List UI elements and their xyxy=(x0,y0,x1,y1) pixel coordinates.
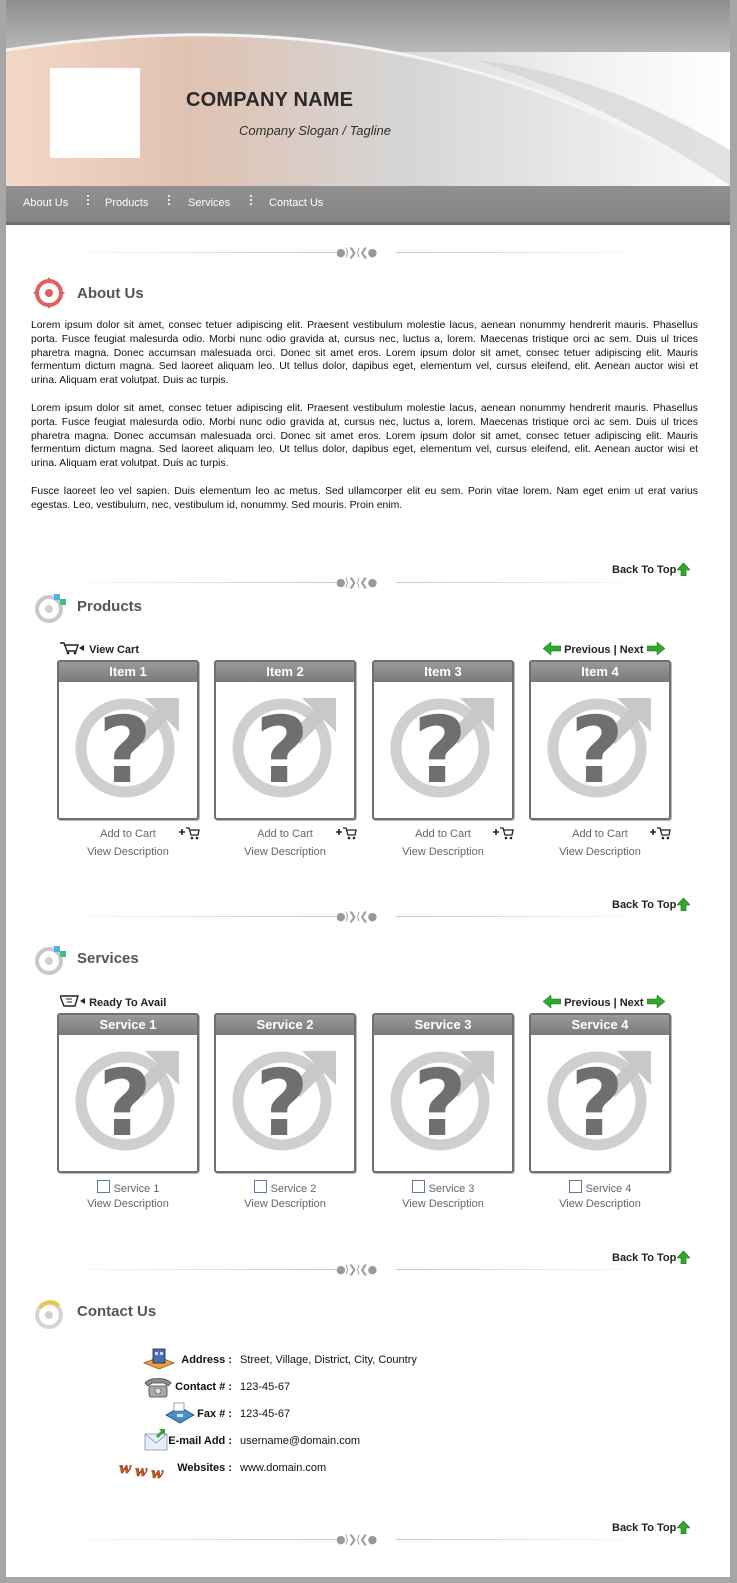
service-card-title: Service 3 xyxy=(374,1015,512,1035)
nav-contact-us[interactable]: Contact Us xyxy=(269,197,324,209)
back-to-top-link[interactable]: Back To Top xyxy=(612,1521,690,1534)
page xyxy=(6,0,730,1577)
pager-separator: | xyxy=(613,997,617,1009)
up-arrow-icon xyxy=(677,563,690,576)
service-card-title: Service 2 xyxy=(216,1015,354,1035)
placeholder-question-icon xyxy=(73,690,183,800)
pager-separator: | xyxy=(613,644,617,656)
product-card-title: Item 2 xyxy=(216,662,354,682)
nav-services[interactable]: Services xyxy=(188,197,231,209)
svg-text:w: w xyxy=(151,1466,164,1480)
placeholder-question-icon xyxy=(388,690,498,800)
about-target-icon xyxy=(32,276,66,310)
left-arrow-icon xyxy=(543,995,561,1008)
add-to-cart-icon[interactable] xyxy=(178,826,200,840)
back-to-top-link[interactable]: Back To Top xyxy=(612,898,690,911)
add-to-cart-link[interactable]: Add to Cart xyxy=(257,828,313,840)
ornament-divider: ●⟩❯⟨❮● xyxy=(56,248,656,258)
ready-to-avail-button[interactable]: Ready To Avail xyxy=(60,995,166,1009)
placeholder-question-icon xyxy=(545,690,655,800)
up-arrow-icon xyxy=(677,898,690,911)
contact-label: Contact # : xyxy=(175,1381,232,1393)
placeholder-question-icon xyxy=(73,1043,183,1153)
product-card[interactable] xyxy=(214,660,356,820)
view-description-link[interactable]: View Description xyxy=(244,846,326,858)
service-card[interactable] xyxy=(57,1013,199,1173)
view-description-link[interactable]: View Description xyxy=(559,1198,641,1210)
service-checkbox[interactable] xyxy=(412,1180,425,1193)
contact-label: Fax # : xyxy=(197,1408,232,1420)
nav-separator xyxy=(250,195,252,209)
contact-email-link[interactable]: username@domain.com xyxy=(240,1435,360,1447)
services-circle-icon xyxy=(34,942,68,976)
service-checkbox[interactable] xyxy=(97,1180,110,1193)
back-to-top-link[interactable]: Back To Top xyxy=(612,563,690,576)
products-title: Products xyxy=(77,598,143,615)
add-to-cart-icon[interactable] xyxy=(492,826,514,840)
previous-button[interactable]: Previous xyxy=(564,644,611,656)
service-card-title: Service 1 xyxy=(59,1015,197,1035)
service-checkbox[interactable] xyxy=(254,1180,267,1193)
product-card[interactable] xyxy=(372,660,514,820)
right-arrow-icon xyxy=(647,995,665,1008)
contact-title: Contact Us xyxy=(77,1303,157,1320)
view-description-link[interactable]: View Description xyxy=(87,846,169,858)
right-arrow-icon xyxy=(647,642,665,655)
product-card[interactable] xyxy=(57,660,199,820)
service-checkbox[interactable] xyxy=(569,1180,582,1193)
add-to-cart-link[interactable]: Add to Cart xyxy=(100,828,156,840)
service-card[interactable] xyxy=(372,1013,514,1173)
ornament-divider: ●⟩❯⟨❮● xyxy=(56,1265,656,1275)
contact-label: Address : xyxy=(181,1354,232,1366)
services-pager xyxy=(543,995,665,1009)
cart-icon xyxy=(60,642,86,655)
service-card[interactable] xyxy=(214,1013,356,1173)
about-paragraph: Lorem ipsum dolor sit amet, consec tetuer adipiscing elit. Praesent vestibulum molestie lacus, aenean nonummy hendrerit mauris. Phasellus porta. Fusce feugiat malesurda odio. Morbi nunc odio gravida at, cursus nec, luctus a, lorem. Maecenas tristique orci ac sem. Duis ul trices pharetra magna. Donec accumsan malesuada orci. Donec sit amet eros. Lorem ipsum dolor sit amet, consec tetuer adipiscing elit. Mauris fermentum dictum magna. Sed laoreet aliquam leo. Ut tellus dolor, dapibus eget, elementum vel, cursus eleifend, elit. Aenean auctor wisi et urina. Aliquam erat volutpat. Duis ac turpis. xyxy=(31,320,698,387)
next-button[interactable]: Next xyxy=(619,997,644,1009)
add-to-cart-icon[interactable] xyxy=(649,826,671,840)
up-arrow-icon xyxy=(677,1521,690,1534)
products-circle-icon xyxy=(34,590,68,624)
about-paragraph: Lorem ipsum dolor sit amet, consec tetuer adipiscing elit. Praesent vestibulum molestie lacus, aenean nonummy hendrerit mauris. Phasellus porta. Fusce feugiat malesurda odio. Morbi nunc odio gravida at, cursus nec, luctus a, lorem. Maecenas tristique orci ac sem. Duis ul trices pharetra magna. Donec accumsan malesuada orci. Donec sit amet eros. Lorem ipsum dolor sit amet, consec tetuer adipiscing elit. Mauris fermentum dictum magna. Sed laoreet aliquam leo. Ut tellus dolor, dapibus eget, elementum vel, cursus eleifend, elit. Aenean auctor wisi et urina. Aliquam erat volutpat. Duis ac turpis. xyxy=(31,403,698,470)
svg-text:w: w xyxy=(135,1464,148,1480)
service-checkbox-row[interactable]: Service 2 xyxy=(214,1180,356,1195)
company-name: COMPANY NAME xyxy=(186,89,354,111)
ornament-divider: ●⟩❯⟨❮● xyxy=(56,1535,656,1545)
product-card-title: Item 4 xyxy=(531,662,669,682)
services-title: Services xyxy=(77,950,139,967)
about-paragraph: Fusce laoreet leo vel sapien. Duis elementum leo ac metus. Sed ullamcorper elit eu sem. Porin vitae lorem. Nam eget enim ut erat varius egestas. Leo, vestibulum, nec, vestibulum id, nonummy. Sed mouris. Proin enim. xyxy=(31,486,698,511)
view-description-link[interactable]: View Description xyxy=(244,1198,326,1210)
add-to-cart-link[interactable]: Add to Cart xyxy=(415,828,471,840)
svg-text:?: ? xyxy=(570,697,624,800)
placeholder-question-icon xyxy=(545,1043,655,1153)
product-card-title: Item 3 xyxy=(374,662,512,682)
basket-icon xyxy=(60,995,86,1008)
previous-button[interactable]: Previous xyxy=(564,997,611,1009)
nav-separator xyxy=(87,195,89,209)
view-description-link[interactable]: View Description xyxy=(402,846,484,858)
add-to-cart-link[interactable]: Add to Cart xyxy=(572,828,628,840)
nav-products[interactable]: Products xyxy=(105,197,149,209)
contact-circle-icon xyxy=(34,1296,68,1330)
view-description-link[interactable]: View Description xyxy=(402,1198,484,1210)
contact-value: 123-45-67 xyxy=(240,1381,291,1393)
products-pager xyxy=(543,642,665,656)
nav-about-us[interactable]: About Us xyxy=(23,197,69,209)
svg-text:?: ? xyxy=(570,1050,624,1153)
about-title: About Us xyxy=(77,285,144,302)
view-cart-button[interactable]: View Cart xyxy=(60,642,139,656)
svg-text:?: ? xyxy=(255,1050,309,1153)
up-arrow-icon xyxy=(677,1251,690,1264)
svg-text:?: ? xyxy=(98,1050,152,1153)
ornament-divider: ●⟩❯⟨❮● xyxy=(56,578,656,588)
placeholder-question-icon xyxy=(230,690,340,800)
svg-text:w: w xyxy=(119,1461,132,1477)
contact-website-link[interactable]: www.domain.com xyxy=(240,1462,327,1474)
nav-separator xyxy=(168,195,170,209)
add-to-cart-icon[interactable] xyxy=(335,826,357,840)
product-card-title: Item 1 xyxy=(59,662,197,682)
service-checkbox-row[interactable]: Service 4 xyxy=(529,1180,671,1195)
svg-text:?: ? xyxy=(255,697,309,800)
main-nav xyxy=(6,186,730,225)
left-arrow-icon xyxy=(543,642,561,655)
service-checkbox-row[interactable]: Service 1 xyxy=(57,1180,199,1195)
service-checkbox-row[interactable]: Service 3 xyxy=(372,1180,514,1195)
service-card-title: Service 4 xyxy=(531,1015,669,1035)
contact-label: Websites : xyxy=(177,1462,232,1474)
logo-placeholder xyxy=(50,68,140,158)
svg-text:?: ? xyxy=(98,697,152,800)
placeholder-question-icon xyxy=(388,1043,498,1153)
company-slogan: Company Slogan / Tagline xyxy=(239,123,392,138)
contact-label: E-mail Add : xyxy=(168,1435,232,1447)
contact-value: 123-45-67 xyxy=(240,1408,291,1420)
svg-text:?: ? xyxy=(413,697,467,800)
placeholder-question-icon xyxy=(230,1043,340,1153)
contact-value: Street, Village, District, City, Country xyxy=(240,1354,417,1366)
svg-text:?: ? xyxy=(413,1050,467,1153)
back-to-top-link[interactable]: Back To Top xyxy=(612,1251,690,1264)
product-card[interactable] xyxy=(529,660,671,820)
ornament-divider: ●⟩❯⟨❮● xyxy=(56,912,656,922)
header-banner xyxy=(6,0,730,186)
service-card[interactable] xyxy=(529,1013,671,1173)
view-description-link[interactable]: View Description xyxy=(559,846,641,858)
view-description-link[interactable]: View Description xyxy=(87,1198,169,1210)
next-button[interactable]: Next xyxy=(619,644,644,656)
